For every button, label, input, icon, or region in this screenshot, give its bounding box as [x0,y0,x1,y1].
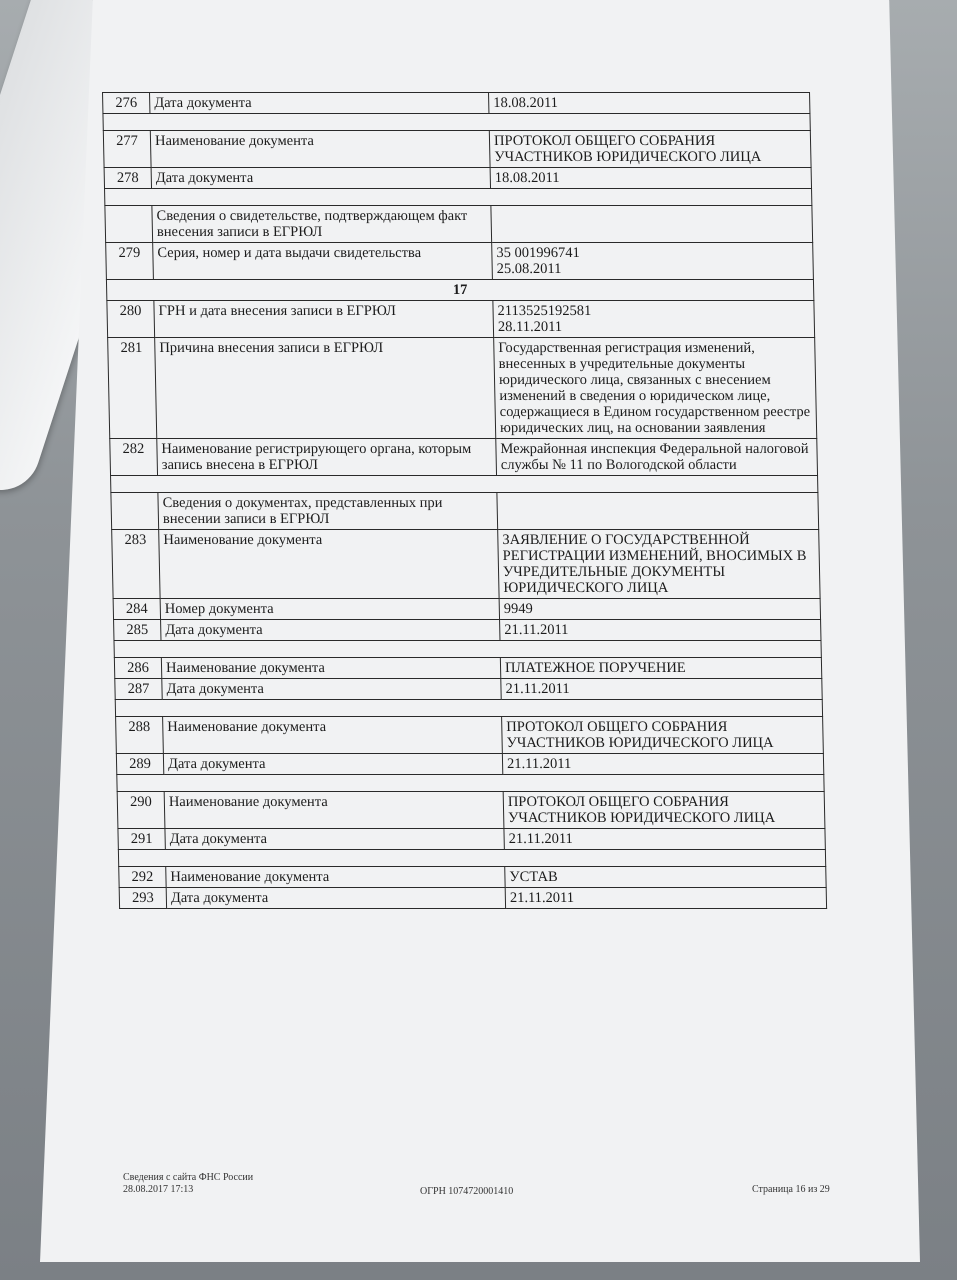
row-label: Номер документа [160,599,499,620]
row-label: Наименование документа [164,792,504,829]
row-number: 284 [113,599,160,620]
row-number: 289 [116,754,163,775]
footer-source-text: Сведения с сайта ФНС России [123,1172,254,1183]
row-number: 276 [103,93,150,114]
row-value: ПЛАТЕЖНОЕ ПОРУЧЕНИЕ [500,658,821,679]
row-value: 21.11.2011 [502,754,823,775]
footer-page-number: Страница 16 из 29 [752,1184,830,1195]
row-number: 290 [117,792,165,829]
table-row [116,717,824,754]
row-value: 35 001996741 25.08.2011 [492,243,814,280]
row-label: Причина внесения записи в ЕГРЮЛ [155,338,496,439]
row-label: Дата документа [162,679,501,700]
row-value: 18.08.2011 [489,93,810,114]
footer-datetime: 28.08.2017 17:13 [123,1184,194,1195]
row-value: 21.11.2011 [501,679,822,700]
table-row [110,439,818,476]
row-value: 18.08.2011 [490,168,811,189]
table-row [119,888,826,909]
spacer-cell [105,189,812,206]
row-value: ПРОТОКОЛ ОБЩЕГО СОБРАНИЯ УЧАСТНИКОВ ЮРИДИЧЕСКОГО ЛИЦА [489,131,811,168]
row-label: Дата документа [151,168,490,189]
row-value: УСТАВ [505,867,826,888]
table-row [112,530,820,599]
table-row [103,93,810,114]
table-row [114,620,821,641]
row-value: ПРОТОКОЛ ОБЩЕГО СОБРАНИЯ УЧАСТНИКОВ ЮРИДИЧЕСКОГО ЛИЦА [503,792,825,829]
footer-ogrn: ОГРН 1074720001410 [420,1186,514,1197]
row-number: 282 [110,439,158,476]
spacer-row [118,850,825,867]
table-row [113,599,820,620]
section-number: 17 [106,280,813,301]
table-row [108,338,817,439]
row-value: ЗАЯВЛЕНИЕ О ГОСУДАРСТВЕННОЙ РЕГИСТРАЦИИ ИЗМЕНЕНИЙ, ВНОСИМЫХ В УЧРЕДИТЕЛЬНЫЕ ДОКУМЕНТЫ ЮРИДИЧЕСКОГО ЛИЦА [498,530,820,599]
row-label: Дата документа [150,93,489,114]
spacer-row [114,641,821,658]
row-number: 288 [116,717,164,754]
spacer-row [105,189,812,206]
row-number: 279 [106,243,154,280]
row-label: Дата документа [161,620,500,641]
table-row [119,867,826,888]
spacer-row [115,700,822,717]
row-number: 281 [108,338,157,439]
table-row [116,754,823,775]
row-value: 9949 [499,599,820,620]
register-table [102,92,827,909]
table-row [118,829,825,850]
row-value [497,493,819,530]
row-label: Наименование документа [150,131,490,168]
row-number: 286 [114,658,161,679]
row-label: Наименование документа [163,717,503,754]
row-number: 287 [115,679,162,700]
row-value: 21.11.2011 [505,888,826,909]
row-number [111,493,159,530]
spacer-row [103,114,810,131]
row-number: 291 [118,829,165,850]
row-number: 277 [103,131,151,168]
row-label: Наименование регистрирующего органа, которым запись внесена в ЕГРЮЛ [157,439,497,476]
table-row [107,301,815,338]
row-label: Наименование документа [159,530,499,599]
register-table-wrapper [102,92,827,909]
row-number: 292 [119,867,166,888]
row-value: Государственная регистрация изменений, внесенных в учредительные документы юридического лица, связанных с внесением изменений в сведения о юридическом лице, содержащиеся в Едином государственном реестре юридических лиц, на основании заявления [494,338,817,439]
spacer-cell [117,775,824,792]
row-number: 280 [107,301,155,338]
row-value [491,206,813,243]
row-number: 285 [114,620,161,641]
spacer-cell [118,850,825,867]
row-value: 21.11.2011 [504,829,825,850]
row-value: ПРОТОКОЛ ОБЩЕГО СОБРАНИЯ УЧАСТНИКОВ ЮРИДИЧЕСКОГО ЛИЦА [502,717,824,754]
spacer-cell [115,700,822,717]
row-number: 293 [119,888,166,909]
row-value: Межрайонная инспекция Федеральной налоговой службы № 11 по Вологодской области [496,439,818,476]
table-row [114,658,821,679]
register-table-body [103,93,827,909]
row-label: Сведения о документах, представленных при внесении записи в ЕГРЮЛ [158,493,498,530]
row-label: Дата документа [165,829,504,850]
spacer-cell [111,476,818,493]
row-label: Дата документа [163,754,502,775]
row-number: 283 [112,530,160,599]
table-row [111,493,819,530]
row-label: Наименование документа [161,658,500,679]
section-header-row [106,280,813,301]
table-row [106,243,814,280]
row-label: Серия, номер и дата выдачи свидетельства [153,243,493,280]
spacer-cell [114,641,821,658]
spacer-row [117,775,824,792]
table-row [117,792,825,829]
table-row [115,679,822,700]
row-number [105,206,153,243]
row-label: Сведения о свидетельстве, подтверждающем факт внесения записи в ЕГРЮЛ [152,206,492,243]
spacer-row [111,476,818,493]
footer-source [123,1172,253,1196]
table-row [103,131,811,168]
table-row [104,168,811,189]
row-number: 278 [104,168,151,189]
row-label: ГРН и дата внесения записи в ЕГРЮЛ [154,301,494,338]
row-label: Наименование документа [166,867,505,888]
row-label: Дата документа [166,888,505,909]
spacer-cell [103,114,810,131]
row-value: 21.11.2011 [500,620,821,641]
table-row [105,206,813,243]
row-value: 2113525192581 28.11.2011 [493,301,815,338]
